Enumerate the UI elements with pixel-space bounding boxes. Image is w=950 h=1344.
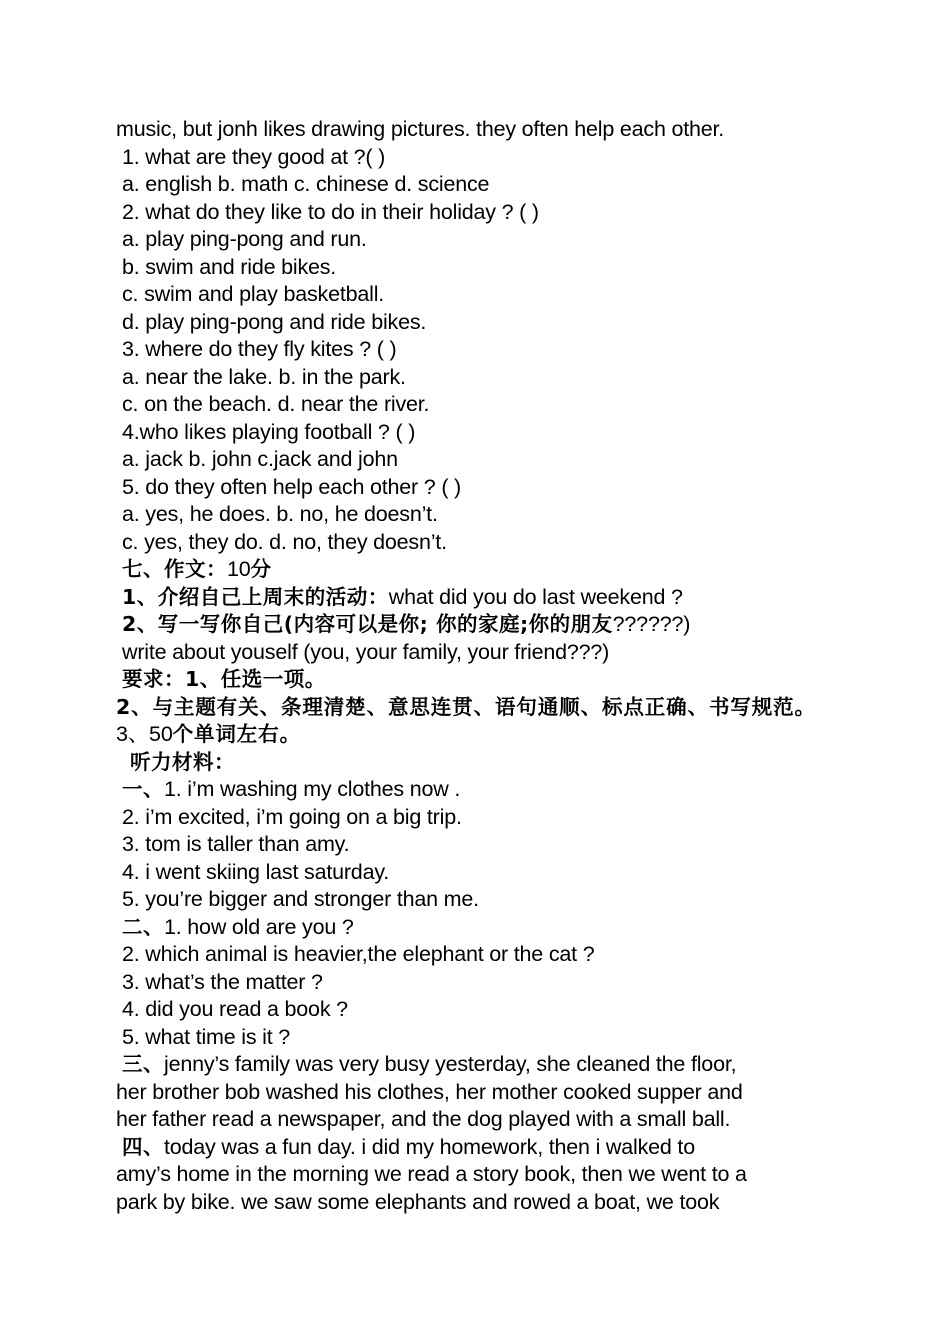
composition-item-2: 2、写一写你自己(内容可以是你; 你的家庭;你的朋友??????) (122, 612, 691, 636)
listening-section-1-item: 5. you’re bigger and stronger than me. (122, 887, 479, 911)
question-1-options: a. english b. math c. chinese d. science (122, 172, 490, 196)
listening-section-1-item: 3. tom is taller than amy. (122, 832, 350, 856)
question-5-options-cd: c. yes, they do. d. no, they doesn’t. (122, 529, 447, 554)
listening-section-1-item: 一、1. i’m washing my clothes now . (122, 777, 461, 801)
question-1: 1. what are they good at ?( ) (122, 144, 386, 169)
document-body (116, 116, 836, 1216)
question-2-option-b: b. swim and ride bikes. (122, 254, 337, 279)
listening-section-1-item: 4. i went skiing last saturday. (122, 859, 390, 884)
question-5: 5. do they often help each other ? ( ) (122, 474, 462, 499)
composition-heading: 七、作文：10分 (122, 557, 272, 581)
question-3: 3. where do they fly kites ? ( ) (122, 337, 397, 361)
question-4-options: a. jack b. john c.jack and john (122, 447, 398, 471)
listening-section-2-item: 二、1. how old are you ? (122, 914, 354, 939)
composition-requirements: 要求：1、任选一项。 (122, 667, 326, 691)
question-3-options-cd: c. on the beach. d. near the river. (122, 392, 430, 416)
listening-section-3-line: 三、jenny’s family was very busy yesterday, she cleaned the floor, (122, 1052, 737, 1076)
listening-section-4-line: amy’s home in the morning we read a story book, then we went to a (116, 1162, 747, 1186)
listening-section-2-item: 3. what’s the matter ? (122, 969, 323, 994)
listening-section-2-item: 5. what time is it ? (122, 1024, 291, 1049)
listening-section-1-item: 2. i’m excited, i’m going on a big trip. (122, 804, 462, 829)
listening-section-4-line: 四、today was a fun day. i did my homework, then i walked to (122, 1134, 695, 1159)
listening-section-2-item: 4. did you read a book ? (122, 997, 348, 1021)
listening-title: 听力材料： (130, 749, 235, 774)
listening-section-2-item: 2. which animal is heavier,the elephant or the cat ? (122, 942, 595, 966)
question-2-option-d: d. play ping-pong and ride bikes. (122, 309, 427, 334)
text-line: music, but jonh likes drawing pictures. they often help each other. (116, 117, 725, 141)
listening-section-4-line: park by bike. we saw some elephants and rowed a boat, we took (116, 1189, 720, 1214)
question-3-options-ab: a. near the lake. b. in the park. (122, 364, 406, 389)
composition-item-1: 1、介绍自己上周末的活动：what did you do last weekend ? (122, 584, 683, 609)
question-2-option-a: a. play ping-pong and run. (122, 227, 367, 251)
listening-section-3-line: her father read a newspaper, and the dog played with a small ball. (116, 1107, 731, 1131)
composition-item-2-en: write about youself (you, your family, your friend???) (122, 639, 610, 664)
question-4: 4.who likes playing football ? ( ) (122, 419, 416, 444)
composition-requirement-2: 2、与主题有关、条理清楚、意思连贯、语句通顺、标点正确、书写规范。 3、50个单词左右。 (116, 694, 816, 746)
listening-section-3-line: her brother bob washed his clothes, her mother cooked supper and (116, 1079, 743, 1104)
question-5-options-ab: a. yes, he does. b. no, he doesn’t. (122, 502, 438, 526)
question-2: 2. what do they like to do in their holiday ? ( ) (122, 199, 539, 224)
question-2-option-c: c. swim and play basketball. (122, 282, 385, 306)
